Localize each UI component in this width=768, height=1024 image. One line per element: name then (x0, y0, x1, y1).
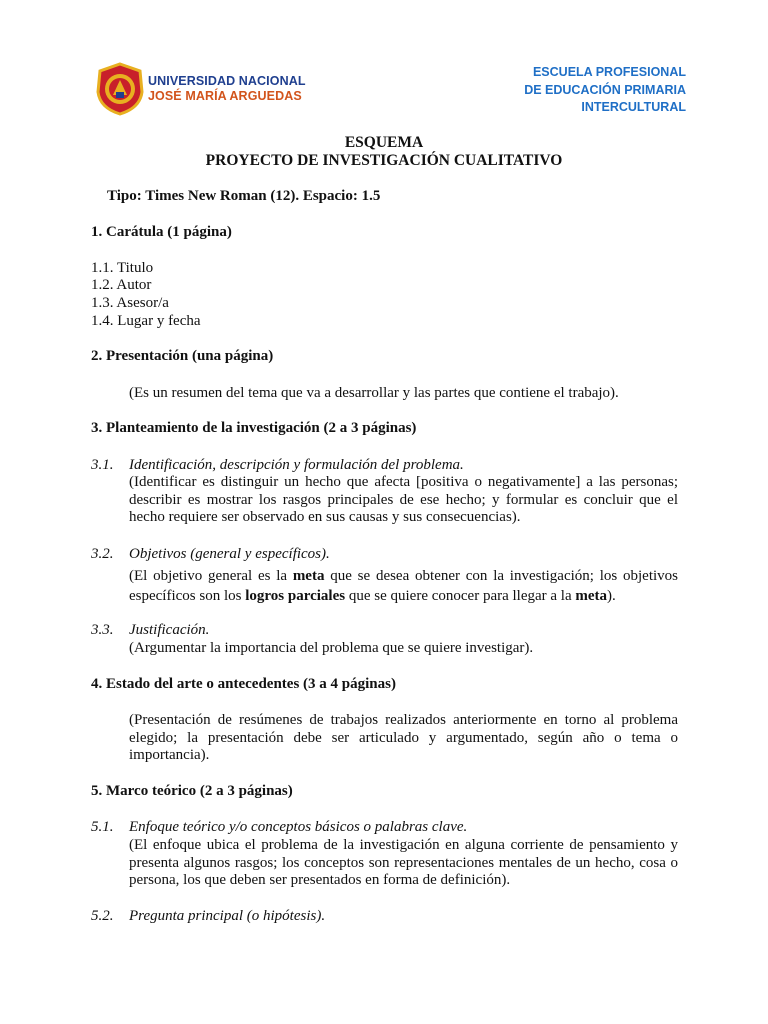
subsection-title: Objetivos (general y específicos). (129, 546, 330, 562)
subsection-title: Pregunta principal (o hipótesis). (129, 908, 326, 924)
university-name-line1: UNIVERSIDAD NACIONAL (148, 74, 306, 88)
subsection-3-1-title (91, 457, 464, 475)
section-1-item: 1.2. Autor (91, 277, 152, 293)
bold-run: meta (575, 588, 608, 604)
section-5-heading: 5. Marco teórico (2 a 3 páginas) (91, 783, 293, 799)
school-name (524, 64, 686, 117)
text-run: que se desea obtener con la investigación; los objetivos específicos son los (129, 568, 678, 604)
section-2-text: (Es un resumen del tema que va a desarrollar y las partes que contiene el trabajo). (129, 385, 619, 401)
bold-run: meta (292, 568, 325, 584)
subsection-title: Justificación. (129, 622, 210, 638)
bold-run: logros parciales (245, 588, 346, 604)
subsection-3-2-title (91, 546, 330, 564)
section-4-text: (Presentación de resúmenes de trabajos realizados anteriormente en torno al problema elegido; la presentación debe ser articulado y argumentado, según año o tema o importancia). (129, 712, 678, 763)
section-3-heading: 3. Planteamiento de la investigación (2 a 3 páginas) (91, 420, 417, 436)
subsection-number: 3.3. (91, 622, 114, 638)
section-1-heading: 1. Carátula (1 página) (91, 224, 232, 240)
section-2-heading: 2. Presentación (una página) (91, 348, 274, 364)
school-name-line1: ESCUELA PROFESIONAL (532, 65, 686, 79)
university-name-line2: JOSÉ MARÍA ARGUEDAS (148, 89, 302, 103)
font-spec: Tipo: Times New Roman (12). Espacio: 1.5 (107, 188, 381, 204)
subsection-3-3-title (91, 622, 209, 640)
subsection-title: Enfoque teórico y/o conceptos básicos o palabras clave. (129, 819, 468, 835)
subsection-3-1-text: (Identificar es distinguir un hecho que afecta [positiva o negativamente] a las personas; describir es mostrar los rasgos principales de ese hecho; y formular es concluir que el hecho requiere ser observado en sus causas y sus consecuencias). (129, 474, 678, 525)
school-name-line3: INTERCULTURAL (581, 100, 686, 114)
doc-title: ESQUEMA (344, 134, 424, 151)
subsection-number: 3.1. (91, 457, 114, 473)
doc-subtitle: PROYECTO DE INVESTIGACIÓN CUALITATIVO (205, 152, 563, 169)
section-1-item: 1.1. Titulo (91, 260, 154, 276)
subsection-number: 5.1. (91, 819, 114, 835)
section-1-item: 1.3. Asesor/a (91, 295, 169, 311)
section-1-item: 1.4. Lugar y fecha (91, 313, 201, 329)
subsection-3-2-text (129, 566, 678, 606)
subsection-5-2-title (91, 908, 325, 926)
section-4-heading: 4. Estado del arte o antecedentes (3 a 4 páginas) (91, 676, 396, 692)
subsection-3-3-text: (Argumentar la importancia del problema que se quiere investigar). (129, 640, 534, 656)
text-run: que se quiere conocer para llegar a la (345, 588, 576, 604)
text-run: ). (607, 588, 616, 604)
subsection-number: 3.2. (91, 546, 114, 562)
subsection-number: 5.2. (91, 908, 114, 924)
school-name-line2: DE EDUCACIÓN PRIMARIA (524, 82, 686, 97)
subsection-5-1-text: (El enfoque ubica el problema de la investigación en alguna corriente de pensamiento y presenta algunos rasgos; los conceptos son representaciones mentales de un hecho, cosa o persona, los que deben ser presentados en forma de definición). (129, 837, 678, 888)
subsection-5-1-title (91, 819, 467, 837)
university-logo (94, 62, 146, 116)
university-name (148, 74, 306, 104)
subsection-title: Identificación, descripción y formulación del problema. (129, 457, 464, 473)
text-run: (El objetivo general es la (129, 568, 293, 584)
